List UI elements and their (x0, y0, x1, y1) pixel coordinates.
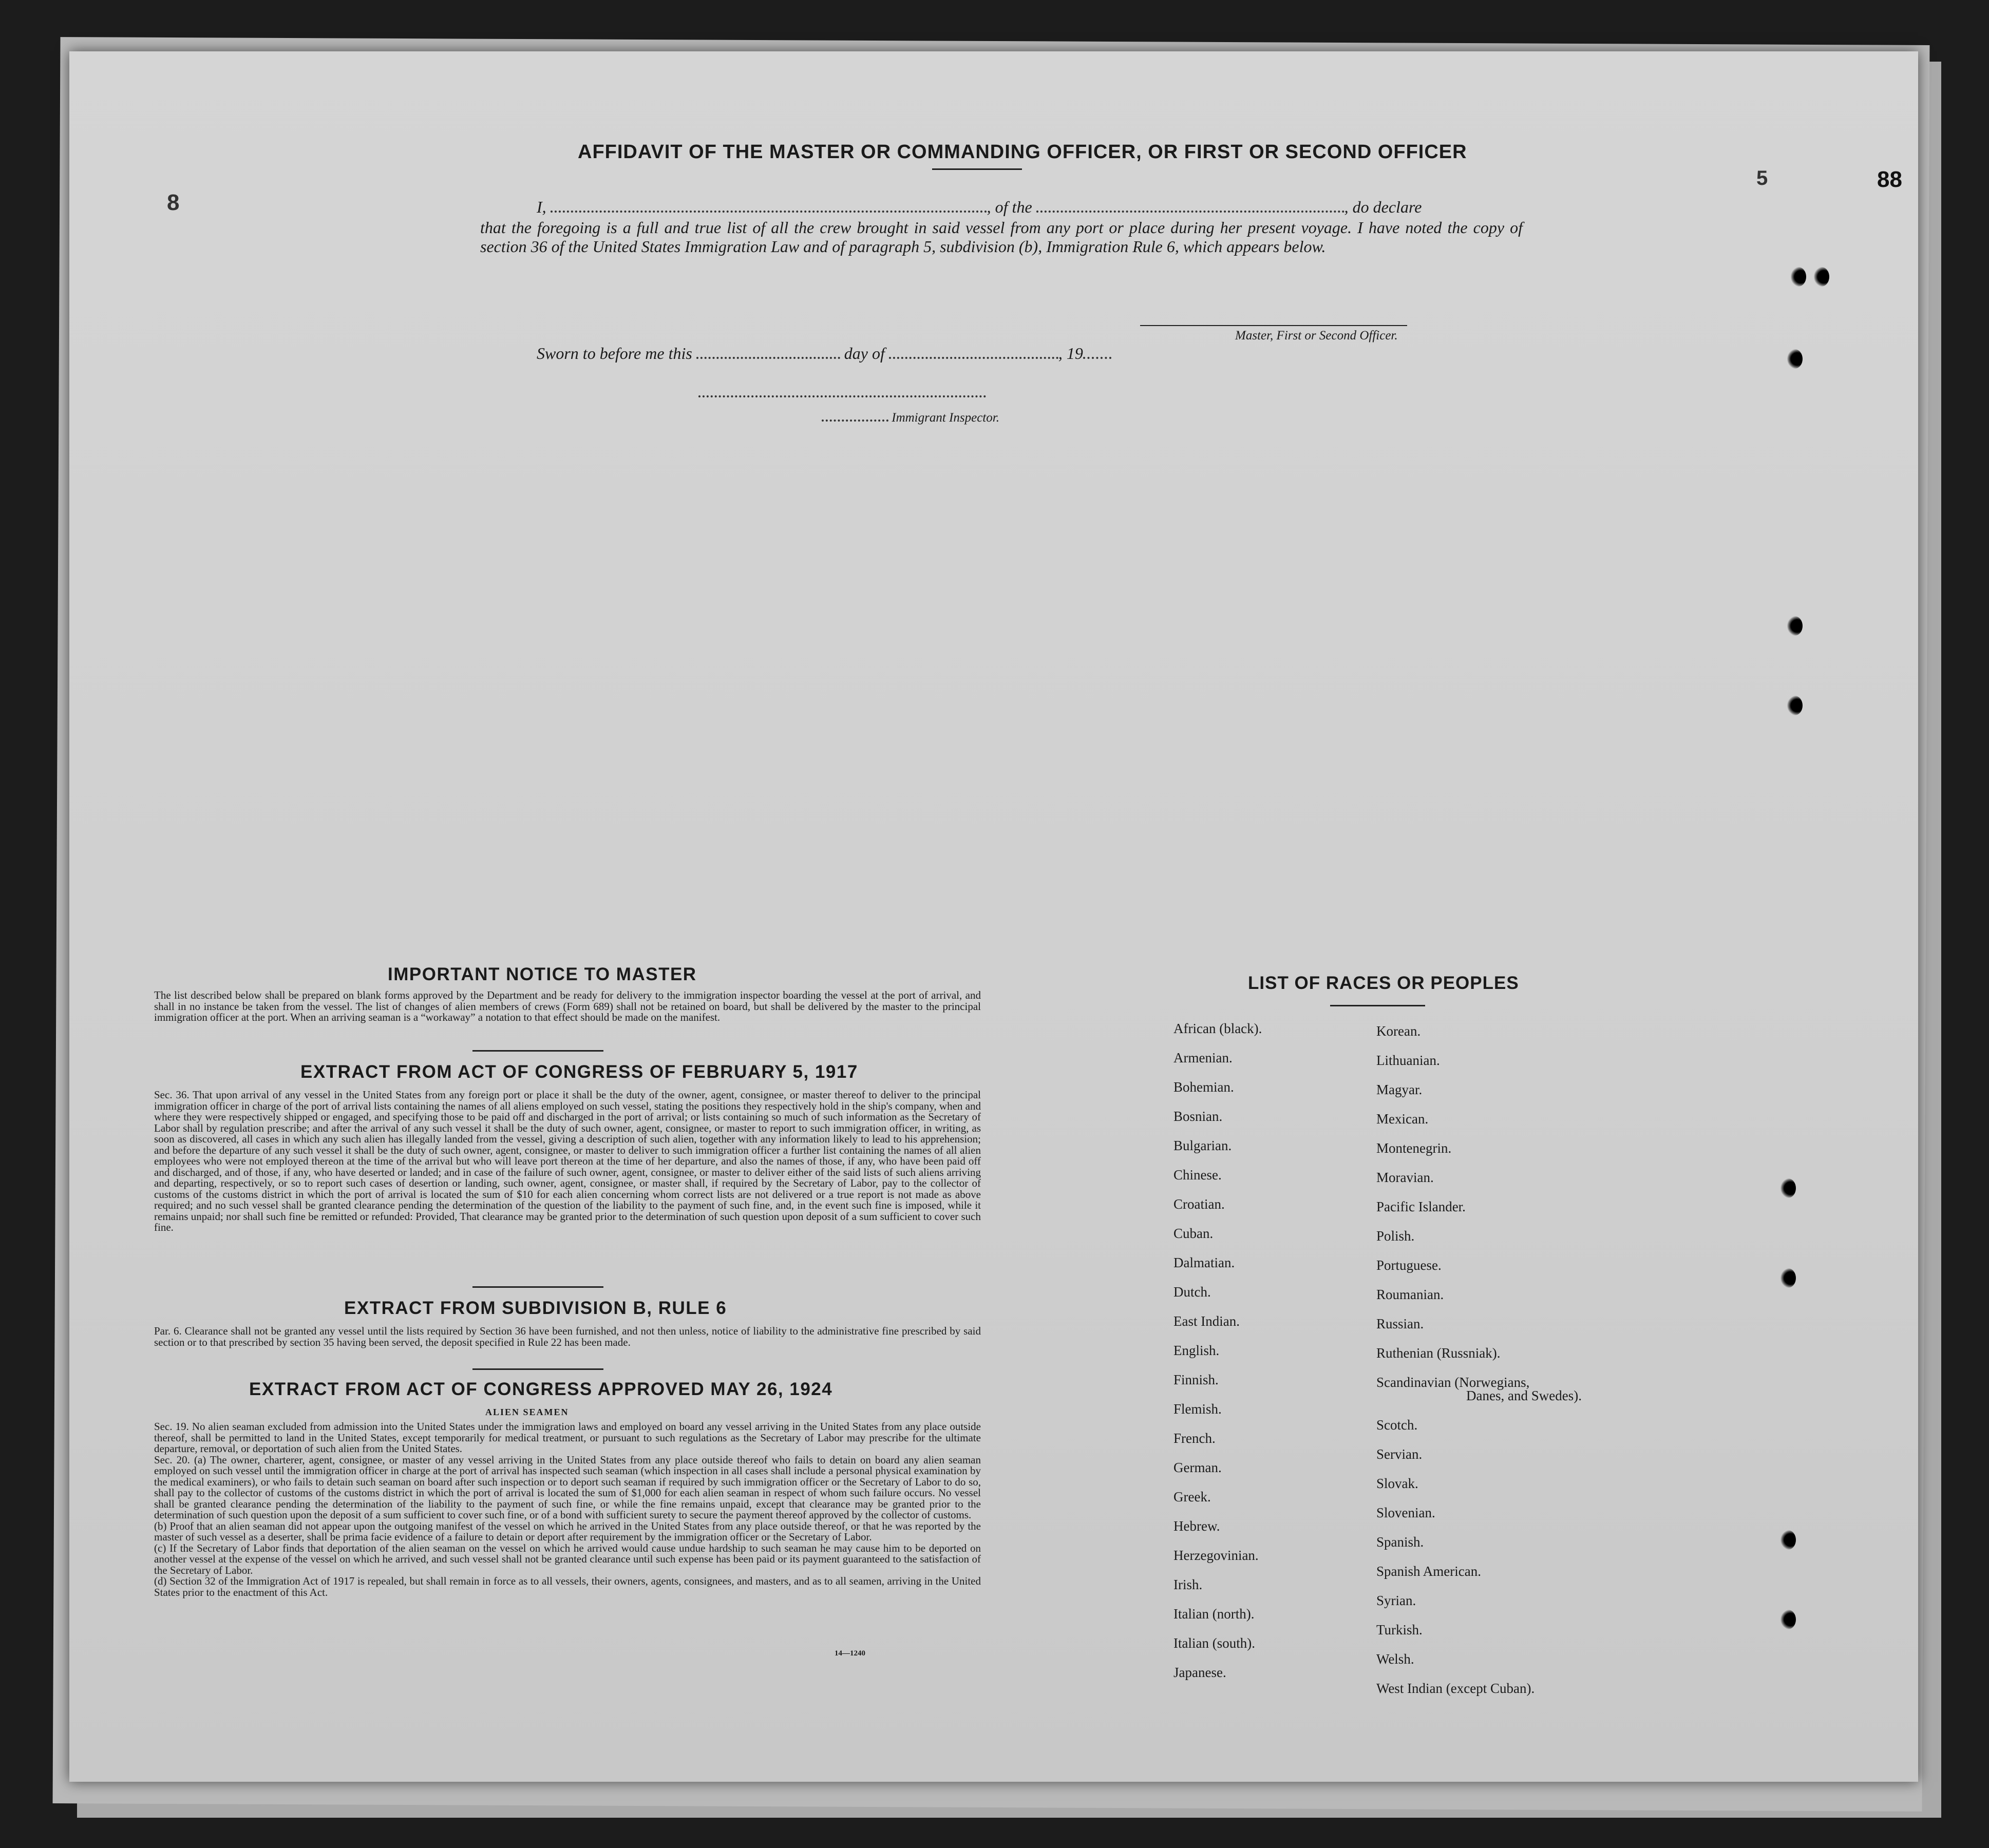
race-item: Scotch. (1376, 1417, 1418, 1433)
race-item: Slovenian. (1376, 1505, 1435, 1520)
race-item: Moravian. (1376, 1170, 1434, 1185)
form-number: 14—1240 (835, 1649, 865, 1658)
binder-hole (1780, 1530, 1796, 1550)
master-signature-line (1140, 325, 1407, 326)
declare-i: I, (537, 198, 546, 216)
race-item: Slovak. (1376, 1476, 1418, 1491)
binder-hole (1787, 696, 1803, 715)
document-page (69, 51, 1918, 1782)
race-item: West Indian (except Cuban). (1376, 1681, 1535, 1696)
race-item: Welsh. (1376, 1651, 1414, 1667)
extract3-body (154, 1421, 981, 1598)
divider (1330, 1005, 1425, 1006)
binder-hole (1814, 267, 1829, 287)
race-item: Armenian. (1173, 1050, 1233, 1065)
race-item: Korean. (1376, 1023, 1421, 1039)
race-item: Ruthenian (Russniak). (1376, 1345, 1501, 1361)
affidavit-title: AFFIDAVIT OF THE MASTER OR COMMANDING OFFICER, OR FIRST OR SECOND OFFICER (578, 141, 1467, 163)
margin-number-left: 8 (167, 190, 180, 215)
race-item: German. (1173, 1460, 1222, 1475)
race-item: Dalmatian. (1173, 1255, 1235, 1270)
inspector-leader (822, 420, 888, 422)
extract2-text: Par. 6. Clearance shall not be granted any vessel until the lists required by Section 36 have been furnished, and not then unless, notice of liability to the administrative fine prescribed by said section or to that prescribed by section 35 having been served, the deposit specified in Rule 22 has been made. (154, 1325, 981, 1348)
divider (932, 168, 1022, 170)
race-item: Mexican. (1376, 1111, 1429, 1127)
race-item: Irish. (1173, 1577, 1203, 1592)
race-item: Cuban. (1173, 1226, 1214, 1241)
binder-hole (1780, 1178, 1796, 1198)
extract1-text: Sec. 36. That upon arrival of any vessel in the United States from any foreign port or place it shall be the duty of the owner, agent, consignee, or master thereof to deliver to the principal immigration officer in charge of the port of arrival lists containing the names of all aliens employed on such vessel, stating the positions they respectively hold in the ship's company, when and where they were respectively shipped or engaged, and specifying those to be paid off and discharged in the port of arrival; or lists containing so much of such information as the Secretary of Labor shall by regulation prescribe; and after the arrival of any such vessel it shall be the duty of such owner, agent, consignee, or master to report to such immigration officer, in writing, as soon as discovered, all cases in which any such alien has illegally landed from the vessel, giving a description of such alien, together with any information likely to lead to his apprehension; and before the departure of any such vessel it shall be the duty of such owner, agent, consignee, or master to deliver to such immigration officer a further list containing the names of all alien employees who were not employed thereon at the time of the arrival but who will leave port thereon at the time of her departure, and also the names of those, if any, who have been paid off and discharged, and of those, if any, who have deserted or landed; and in case of the failure of such owner, agent, consignee, or master to deliver either of the said lists of such aliens arriving and departing, respectively, or so to report such cases of desertion or landing, such owner, agent, consignee, or master shall, if required by the Secretary of Labor, pay to the collector of customs of the customs district in which the port of arrival is located the sum of $10 for each alien concerning whom correct lists are not delivered or a true report is not made as above required; and no such vessel shall be granted clearance pending the determination of the question of the liability to the payment of such fine, and, in the event such fine is imposed, while it remains unpaid; nor shall such fine be remitted or refunded: Provided, That clearance may be granted prior to the determination of such question upon deposit of a sum sufficient to cover such fine. (154, 1089, 981, 1233)
day-blank (696, 357, 840, 359)
sworn-year: , 19 (1058, 344, 1083, 363)
extract3-sec20d: (d) Section 32 of the Immigration Act of 1917 is repealed, but shall remain in force as to all vessels, their owners, agents, consignees, and masters, and as to all seamen, arriving in the United States prior to the enactment of this Act. (154, 1575, 981, 1598)
race-item: Greek. (1173, 1489, 1211, 1504)
extract3-sec19: Sec. 19. No alien seaman excluded from admission into the United States under the immigration laws and employed on board any vessel arriving in the United States from any place outside thereof, shall be permitted to land in the United States, except temporarily for medical treatment, or pursuant to such regulations as the Secretary of Labor may prescribe for the ultimate departure, removal, or deportation of such alien from the United States. (154, 1420, 981, 1455)
race-item: African (black). (1173, 1021, 1262, 1036)
race-item: Syrian. (1376, 1593, 1416, 1608)
affidavit-declare-line (537, 198, 1538, 217)
sworn-day-of: day of (844, 344, 885, 363)
inspector-label-text: Immigrant Inspector. (892, 411, 999, 425)
race-item: Servian. (1376, 1446, 1423, 1462)
race-item: Lithuanian. (1376, 1053, 1440, 1068)
race-item: Italian (south). (1173, 1635, 1255, 1651)
sworn-text: Sworn to before me this (537, 344, 692, 363)
notice-title: IMPORTANT NOTICE TO MASTER (388, 964, 697, 984)
master-signature-label: Master, First or Second Officer. (1235, 329, 1398, 342)
race-item: French. (1173, 1431, 1216, 1446)
year-blank (1083, 357, 1111, 359)
inspector-label (822, 411, 999, 425)
extract3-title: EXTRACT FROM ACT OF CONGRESS APPROVED MAY 26, 1924 (249, 1379, 833, 1399)
race-item: Finnish. (1173, 1372, 1219, 1387)
binder-hole (1787, 349, 1803, 369)
margin-mark-small: 5 (1756, 167, 1768, 189)
extract1-title: EXTRACT FROM ACT OF CONGRESS OF FEBRUARY 5, 1917 (300, 1062, 858, 1082)
declare-end: , do declare (1344, 198, 1422, 216)
race-item: Japanese. (1173, 1665, 1226, 1680)
race-item: Bulgarian. (1173, 1138, 1232, 1153)
race-item: Italian (north). (1173, 1606, 1255, 1622)
race-item: Magyar. (1376, 1082, 1423, 1097)
race-item: Bosnian. (1173, 1109, 1223, 1124)
race-item: Bohemian. (1173, 1079, 1234, 1095)
extract3-sec20b: (b) Proof that an alien seaman did not appear upon the outgoing manifest of the vessel on which he arrived in the United States from any place outside thereof, or that he was reported by the master of such vessel as a deserter, shall be prima facie evidence of a failure to detain or deport after requirement by the immigration officer or the Secretary of Labor. (154, 1519, 981, 1543)
race-item: Hebrew. (1173, 1518, 1220, 1534)
race-item: Croatian. (1173, 1196, 1225, 1212)
affidavit-paragraph: that the foregoing is a full and true list of all the crew brought in said vessel from any port or place during her present voyage. I have noted the copy of section 36 of the United States Immigration Law and of paragraph 5, subdivision (b), Immigration Rule 6, which appears below. (480, 218, 1523, 256)
race-item: Montenegrin. (1376, 1140, 1452, 1156)
divider (472, 1368, 603, 1370)
race-item: Pacific Islander. (1376, 1199, 1466, 1214)
race-item: Polish. (1376, 1228, 1415, 1244)
race-item: Chinese. (1173, 1167, 1222, 1183)
race-item: Herzegovinian. (1173, 1548, 1259, 1563)
divider (472, 1286, 603, 1288)
race-item: Roumanian. (1376, 1287, 1444, 1302)
sworn-line (537, 344, 1111, 363)
race-item: Flemish. (1173, 1401, 1222, 1417)
extract3-subheading: ALIEN SEAMEN (485, 1407, 569, 1417)
margin-number-right: 88 (1877, 167, 1902, 192)
extract3-sec20c: (c) If the Secretary of Labor finds that deportation of the alien seaman on the vessel on which he arrived would cause undue hardship to such seaman he may cause him to be deported on another vessel at the expense of the vessel on which he arrived, and such vessel shall not be granted clearance until such expense has been paid or its payment guaranteed to the satisfaction of the Secretary of Labor. (154, 1541, 981, 1576)
vessel-blank (1036, 211, 1344, 213)
binder-hole (1780, 1268, 1796, 1288)
race-item: Spanish. (1376, 1534, 1424, 1550)
race-item: English. (1173, 1343, 1220, 1358)
race-item: Scandinavian (Norwegians, (1376, 1375, 1530, 1390)
binder-hole (1791, 267, 1806, 287)
binder-hole (1787, 616, 1803, 636)
race-item: Portuguese. (1376, 1258, 1442, 1273)
race-item: Russian. (1376, 1316, 1424, 1331)
race-item: Turkish. (1376, 1622, 1423, 1637)
inspector-signature-line (698, 395, 986, 397)
extract2-title: EXTRACT FROM SUBDIVISION B, RULE 6 (344, 1298, 727, 1318)
declare-of-the: , of the (987, 198, 1032, 216)
race-item: East Indian. (1173, 1313, 1240, 1329)
race-item: Spanish American. (1376, 1564, 1481, 1579)
race-item: Danes, and Swedes). (1466, 1388, 1582, 1403)
extract3-sec20a: Sec. 20. (a) The owner, charterer, agent, consignee, or master of any vessel arriving in the United States from any place outside thereof who fails to detain on board any alien seaman employed on such vessel until the immigration officer in charge at the port of arrival has inspected such seaman (which inspection in all cases shall include a personal physical examination by the medical examiners), or who fails to detain such seaman on board after such inspection or to deport such seaman if required by such immigration officer or the Secretary of Labor to do so, shall pay to the collector of customs of the customs district in which the port of arrival is located the sum of $1,000 for each alien seaman in respect of whom such failure occurs. No vessel shall be granted clearance pending the determination of the liability to the payment of such fine, or while the fine remains unpaid, except that clearance may be granted prior to the determination of such question upon the deposit of a sum sufficient to cover such fine, or of a bond with sufficient surety to secure the payment thereof approved by the collector of customs. (154, 1453, 981, 1521)
race-item: Dutch. (1173, 1284, 1211, 1300)
notice-text: The list described below shall be prepared on blank forms approved by the Department and be ready for delivery to the immigration inspector boarding the vessel at the port of arrival, and shall in no instance be taken from the vessel. The list of changes of alien members of crews (Form 689) shall not be retained on board, but shall be delivered by the master to the principal immigration officer at the port. When an arriving seaman is a “workaway” a notation to that effect should be made on the manifest. (154, 989, 981, 1023)
binder-hole (1780, 1610, 1796, 1629)
month-blank (889, 357, 1058, 359)
races-title: LIST OF RACES OR PEOPLES (1248, 973, 1519, 993)
name-blank (551, 211, 987, 213)
divider (472, 1050, 603, 1052)
